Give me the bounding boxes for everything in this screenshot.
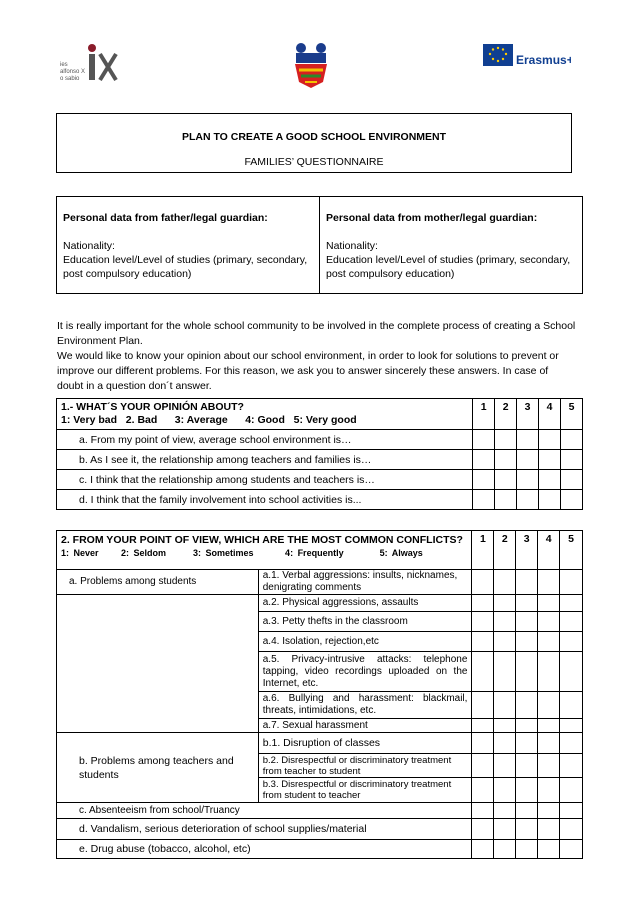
answer-cell[interactable] — [495, 450, 517, 470]
answer-cell[interactable] — [560, 450, 582, 470]
answer-cell[interactable] — [495, 490, 517, 510]
q2-item-a1: a.1. Verbal aggressions: insults, nicknames, denigrating comments — [258, 570, 472, 595]
erasmus-label: Erasmus+ — [516, 53, 571, 67]
answer-cell[interactable] — [560, 733, 583, 754]
answer-cell[interactable] — [516, 803, 538, 819]
answer-cell[interactable] — [494, 733, 516, 754]
q1-scale: 1: Very bad 2. Bad 3: Average 4: Good 5: Very good — [61, 414, 357, 426]
answer-cell[interactable] — [560, 840, 583, 859]
answer-cell[interactable] — [517, 490, 539, 510]
answer-cell[interactable] — [538, 612, 560, 632]
answer-cell[interactable] — [560, 803, 583, 819]
answer-cell[interactable] — [517, 450, 539, 470]
q2-col-5: 5 — [560, 531, 583, 570]
school-logo — [58, 40, 120, 88]
q2-title: 2. FROM YOUR POINT OF VIEW, WHICH ARE THE MOST COMMON CONFLICTS? — [61, 534, 463, 546]
answer-cell[interactable] — [516, 719, 538, 733]
q1-row-c — [57, 470, 583, 490]
mother-data — [319, 197, 582, 293]
answer-cell[interactable] — [516, 652, 538, 692]
answer-cell[interactable] — [472, 803, 494, 819]
q2-col-4: 4 — [538, 531, 560, 570]
q2-group-a-spacer — [57, 719, 259, 733]
answer-cell[interactable] — [472, 719, 494, 733]
q2-scale: 1: Never 2: Seldom 3: Sometimes 4: Frequently 5: Always — [61, 548, 423, 558]
q1-item-b: b. As I see it, the relationship among teachers and families is… — [57, 450, 473, 470]
q1-header — [57, 399, 473, 430]
svg-text:alfonso X: alfonso X — [60, 69, 86, 75]
title-box — [56, 113, 572, 173]
answer-cell[interactable] — [516, 778, 538, 803]
answer-cell[interactable] — [538, 778, 560, 803]
father-education-field[interactable]: Education level/Level of studies (primary, secondary, post compulsory education) — [63, 254, 308, 280]
answer-cell[interactable] — [539, 490, 561, 510]
answer-cell[interactable] — [538, 632, 560, 652]
svg-text:o sabio: o sabio — [60, 76, 80, 82]
answer-cell[interactable] — [560, 430, 582, 450]
q1-col-5: 5 — [560, 399, 582, 430]
answer-cell[interactable] — [472, 595, 494, 612]
answer-cell[interactable] — [560, 470, 582, 490]
q1-row-b — [57, 450, 583, 470]
q1-col-2: 2 — [495, 399, 517, 430]
q2-group-a-spacer — [57, 632, 259, 652]
answer-cell[interactable] — [560, 595, 583, 612]
q1-item-c: c. I think that the relationship among students and teachers is… — [57, 470, 473, 490]
answer-cell[interactable] — [472, 819, 494, 840]
q2-item-c: c. Absenteeism from school/Truancy — [57, 803, 472, 819]
answer-cell[interactable] — [472, 692, 494, 719]
q1-item-a: a. From my point of view, average school environment is… — [57, 430, 473, 450]
answer-cell[interactable] — [538, 595, 560, 612]
answer-cell[interactable] — [516, 612, 538, 632]
answer-cell[interactable] — [539, 430, 561, 450]
answer-cell[interactable] — [472, 612, 494, 632]
q2-item-a7: a.7. Sexual harassment — [258, 719, 472, 733]
answer-cell[interactable] — [516, 819, 538, 840]
answer-cell[interactable] — [538, 692, 560, 719]
answer-cell[interactable] — [494, 692, 516, 719]
answer-cell[interactable] — [560, 652, 583, 692]
erasmus-logo — [483, 40, 571, 80]
answer-cell[interactable] — [517, 470, 539, 490]
answer-cell[interactable] — [494, 570, 516, 595]
answer-cell[interactable] — [560, 692, 583, 719]
answer-cell[interactable] — [516, 570, 538, 595]
crest-logo — [287, 40, 335, 90]
answer-cell[interactable] — [472, 754, 494, 778]
answer-cell[interactable] — [495, 430, 517, 450]
answer-cell[interactable] — [517, 430, 539, 450]
answer-cell[interactable] — [472, 632, 494, 652]
q2-group-b-label: b. Problems among teachers and students — [57, 733, 259, 803]
intro-paragraph-2: We would like to know your opinion about our school environment, in order to look for solutions to prevent or improve our different problems. For this reason, we ask you to answer sincerely these answers. In case of doubt in a question don´t answer. — [57, 350, 559, 392]
answer-cell[interactable] — [516, 754, 538, 778]
svg-text:ies: ies — [60, 62, 68, 68]
answer-cell[interactable] — [472, 778, 494, 803]
answer-cell[interactable] — [538, 840, 560, 859]
answer-cell[interactable] — [560, 490, 582, 510]
answer-cell[interactable] — [538, 754, 560, 778]
q1-col-1: 1 — [473, 399, 495, 430]
answer-cell[interactable] — [495, 470, 517, 490]
answer-cell[interactable] — [516, 595, 538, 612]
answer-cell[interactable] — [494, 754, 516, 778]
answer-cell[interactable] — [473, 430, 495, 450]
q2-item-a6: a.6. Bullying and harassment: blackmail, threats, intimidations, etc. — [258, 692, 472, 719]
answer-cell[interactable] — [538, 652, 560, 692]
answer-cell[interactable] — [538, 803, 560, 819]
q2-item-e: e. Drug abuse (tobacco, alcohol, etc) — [57, 840, 472, 859]
mother-nationality-field[interactable]: Nationality: — [326, 240, 378, 252]
answer-cell[interactable] — [516, 692, 538, 719]
answer-cell[interactable] — [494, 719, 516, 733]
question-1-table — [56, 398, 583, 510]
answer-cell[interactable] — [473, 450, 495, 470]
answer-cell[interactable] — [494, 595, 516, 612]
personal-data-table — [56, 196, 583, 294]
q2-item-a4: a.4. Isolation, rejection,etc — [258, 632, 472, 652]
mother-heading: Personal data from mother/legal guardian: — [326, 212, 538, 224]
answer-cell[interactable] — [494, 840, 516, 859]
father-nationality-field[interactable]: Nationality: — [63, 240, 115, 252]
q2-group-a-spacer — [57, 595, 259, 612]
q1-row-a — [57, 430, 583, 450]
q2-item-b3: b.3. Disrespectful or discriminatory treatment from student to teacher — [258, 778, 472, 803]
answer-cell[interactable] — [560, 612, 583, 632]
q1-col-4: 4 — [539, 399, 561, 430]
answer-cell[interactable] — [494, 612, 516, 632]
intro-text — [57, 319, 577, 394]
answer-cell[interactable] — [494, 632, 516, 652]
answer-cell[interactable] — [560, 778, 583, 803]
answer-cell[interactable] — [472, 570, 494, 595]
answer-cell[interactable] — [516, 632, 538, 652]
q1-col-3: 3 — [517, 399, 539, 430]
document-subtitle: FAMILIES’ QUESTIONNAIRE — [244, 156, 384, 168]
q2-item-a5: a.5. Privacy-intrusive attacks: telephone tapping, video recordings uploaded on the Internet, etc. — [258, 652, 472, 692]
q2-group-a-spacer — [57, 612, 259, 632]
answer-cell[interactable] — [494, 819, 516, 840]
answer-cell[interactable] — [473, 490, 495, 510]
q1-item-d: d. I think that the family involvement into school activities is... — [57, 490, 473, 510]
q2-col-2: 2 — [494, 531, 516, 570]
q2-header — [57, 531, 472, 570]
answer-cell[interactable] — [473, 470, 495, 490]
q2-group-a-label: a. Problems among students — [57, 570, 259, 595]
answer-cell[interactable] — [472, 733, 494, 754]
q2-item-a2: a.2. Physical aggressions, assaults — [258, 595, 472, 612]
answer-cell[interactable] — [539, 470, 561, 490]
answer-cell[interactable] — [560, 819, 583, 840]
answer-cell[interactable] — [472, 840, 494, 859]
q2-item-d: d. Vandalism, serious deterioration of school supplies/material — [57, 819, 472, 840]
answer-cell[interactable] — [538, 819, 560, 840]
answer-cell[interactable] — [560, 570, 583, 595]
q2-col-1: 1 — [472, 531, 494, 570]
answer-cell[interactable] — [560, 632, 583, 652]
q1-row-d — [57, 490, 583, 510]
answer-cell[interactable] — [472, 652, 494, 692]
q2-item-b1: b.1. Disruption of classes — [258, 733, 472, 754]
q2-item-a3: a.3. Petty thefts in the classroom — [258, 612, 472, 632]
father-data — [57, 197, 319, 293]
q2-item-b2: b.2. Disrespectful or discriminatory treatment from teacher to student — [258, 754, 472, 778]
answer-cell[interactable] — [538, 719, 560, 733]
answer-cell[interactable] — [516, 733, 538, 754]
q2-group-a-spacer — [57, 692, 259, 719]
question-2-table — [56, 530, 583, 859]
answer-cell[interactable] — [538, 733, 560, 754]
father-heading: Personal data from father/legal guardian: — [63, 212, 268, 224]
answer-cell[interactable] — [539, 450, 561, 470]
answer-cell[interactable] — [560, 719, 583, 733]
answer-cell[interactable] — [516, 840, 538, 859]
answer-cell[interactable] — [494, 803, 516, 819]
q2-group-a-spacer — [57, 652, 259, 692]
intro-paragraph-1: It is really important for the whole school community to be involved in the complete process of creating a School Environment Plan. — [57, 320, 576, 347]
q1-title: 1.- WHAT´S YOUR OPINIÓN ABOUT? — [61, 401, 244, 413]
mother-education-field[interactable]: Education level/Level of studies (primary, secondary, post compulsory education) — [326, 254, 571, 280]
q2-col-3: 3 — [516, 531, 538, 570]
answer-cell[interactable] — [538, 570, 560, 595]
answer-cell[interactable] — [494, 778, 516, 803]
answer-cell[interactable] — [494, 652, 516, 692]
answer-cell[interactable] — [560, 754, 583, 778]
document-title: PLAN TO CREATE A GOOD SCHOOL ENVIRONMENT — [181, 131, 447, 143]
